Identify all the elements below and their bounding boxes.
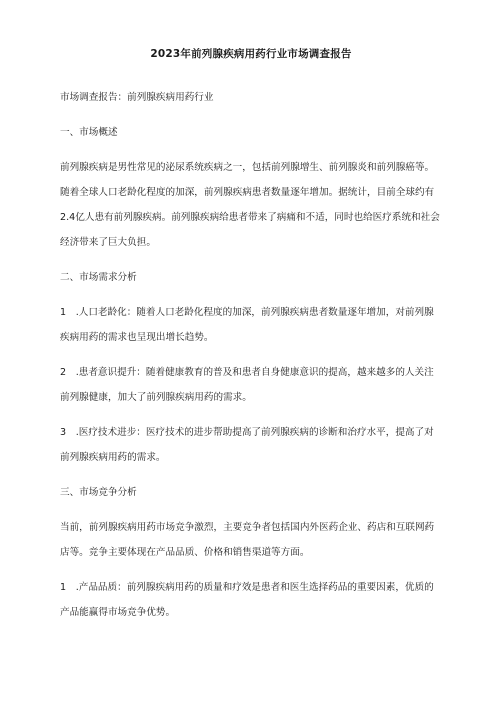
section-heading-overview: 一、市场概述 <box>60 127 118 138</box>
demand-item-aging: 1 .人口老龄化：随着人口老龄化程度的加深，前列腺疾病患者数量逐年增加，对前列腺疾病用药的需求也呈现出增长趋势。 <box>60 307 434 343</box>
section-heading-demand: 二、市场需求分析 <box>60 272 137 283</box>
competition-item-quality: 1 .产品品质：前列腺疾病用药的质量和疗效是患者和医生选择药品的重要因素，优质的产品能赢得市场竞争优势。 <box>60 582 434 618</box>
demand-item-awareness: 2 .患者意识提升：随着健康教育的普及和患者自身健康意识的提高，越来越多的人关注前列腺健康，加大了前列腺疾病用药的需求。 <box>60 367 434 403</box>
section-heading-competition: 三、市场竞争分析 <box>60 487 137 498</box>
report-subject: 市场调查报告：前列腺疾病用药行业 <box>60 92 214 103</box>
overview-paragraph: 前列腺疾病是男性常见的泌尿系统疾病之一，包括前列腺增生、前列腺炎和前列腺癌等。随着全球人口老龄化程度的加深，前列腺疾病患者数量逐年增加。据统计，目前全球约有2.4亿人患有前列腺疾病。前列腺疾病给患者带来了病痛和不适，同时也给医疗系统和社会经济带来了巨大负担。 <box>60 162 440 248</box>
demand-item-technology: 3 .医疗技术进步：医疗技术的进步帮助提高了前列腺疾病的诊断和治疗水平，提高了对前列腺疾病用药的需求。 <box>60 427 434 463</box>
document-title: 2023年前列腺疾病用药行业市场调查报告 <box>150 48 352 60</box>
competition-paragraph: 当前，前列腺疾病用药市场竞争激烈，主要竞争者包括国内外医药企业、药店和互联网药店等。竞争主要体现在产品品质、价格和销售渠道等方面。 <box>60 522 435 558</box>
